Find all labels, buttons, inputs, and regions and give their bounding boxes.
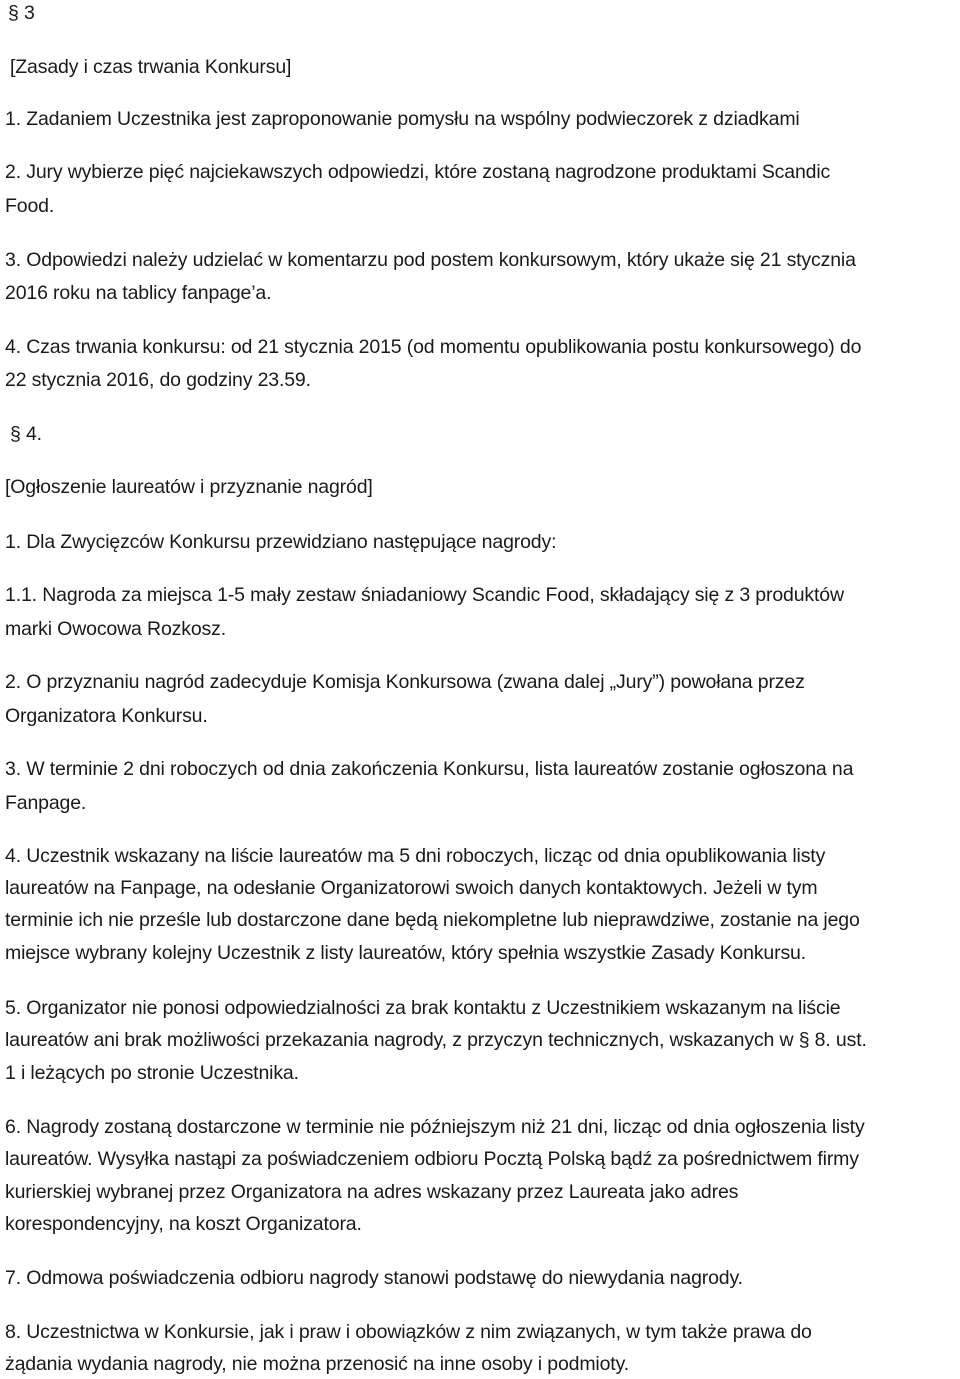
paragraph-line: 6. Nagrody zostaną dostarczone w terminie nie późniejszym niż 21 dni, licząc od dnia ogłoszenia listy [5, 1116, 865, 1138]
section-3-heading: [Zasady i czas trwania Konkursu] [10, 56, 292, 78]
paragraph-line: miejsce wybrany kolejny Uczestnik z listy laureatów, który spełnia wszystkie Zasady Konkursu. [5, 942, 807, 964]
paragraph-line: żądania wydania nagrody, nie można przenosić na inne osoby i podmioty. [5, 1353, 629, 1375]
paragraph-line: 22 stycznia 2016, do godziny 23.59. [5, 369, 311, 391]
paragraph-line: 3. Odpowiedzi należy udzielać w komentarzu pod postem konkursowym, który ukaże się 21 stycznia [5, 249, 856, 271]
paragraph-line: 7. Odmowa poświadczenia odbioru nagrody stanowi podstawę do niewydania nagrody. [5, 1267, 743, 1289]
paragraph-line: 8. Uczestnictwa w Konkursie, jak i praw i obowiązków z nim związanych, w tym także prawa do [5, 1321, 812, 1343]
paragraph-line: 1. Dla Zwycięzców Konkursu przewidziano następujące nagrody: [5, 531, 557, 553]
paragraph-line: Fanpage. [5, 792, 87, 814]
paragraph-line: terminie ich nie prześle lub dostarczone dane będą niekompletne lub nieprawdziwe, zostanie na jego [5, 909, 860, 931]
section-3-number: § 3 [8, 2, 35, 24]
paragraph-line: 2. O przyznaniu nagród zadecyduje Komisja Konkursowa (zwana dalej „Jury”) powołana przez [5, 671, 805, 693]
paragraph-line: 2. Jury wybierze pięć najciekawszych odpowiedzi, które zostaną nagrodzone produktami Scandic [5, 161, 831, 183]
section-4-number: § 4. [10, 423, 42, 445]
paragraph-line: Organizatora Konkursu. [5, 705, 208, 727]
paragraph-line: laureatów na Fanpage, na odesłanie Organizatorowi swoich danych kontaktowych. Jeżeli w tym [5, 877, 818, 899]
paragraph-line: Food. [5, 195, 55, 217]
paragraph-line: kurierskiej wybranej przez Organizatora na adres wskazany przez Laureata jako adres [5, 1181, 739, 1203]
paragraph-line: laureatów. Wysyłka nastąpi za poświadczeniem odbioru Pocztą Polską bądź za pośrednictwem firmy [5, 1148, 859, 1170]
paragraph-line: 4. Czas trwania konkursu: od 21 stycznia 2015 (od momentu opublikowania postu konkursowego) do [5, 336, 862, 358]
paragraph-line: korespondencyjny, na koszt Organizatora. [5, 1213, 362, 1235]
section-4-heading: [Ogłoszenie laureatów i przyznanie nagród] [5, 476, 373, 498]
paragraph-line: 2016 roku na tablicy fanpage’a. [5, 282, 272, 304]
paragraph-line: 1. Zadaniem Uczestnika jest zaproponowanie pomysłu na wspólny podwieczorek z dziadkami [5, 108, 800, 130]
paragraph-line: 5. Organizator nie ponosi odpowiedzialności za brak kontaktu z Uczestnikiem wskazanym na liście [5, 997, 841, 1019]
paragraph-line: laureatów ani brak możliwości przekazania nagrody, z przyczyn technicznych, wskazanych w § 8. ust. [5, 1029, 867, 1051]
paragraph-line: 3. W terminie 2 dni roboczych od dnia zakończenia Konkursu, lista laureatów zostanie ogłoszona na [5, 758, 854, 780]
paragraph-line: 4. Uczestnik wskazany na liście laureatów ma 5 dni roboczych, licząc od dnia opublikowania listy [5, 845, 826, 867]
paragraph-line: 1 i leżących po stronie Uczestnika. [5, 1062, 299, 1084]
paragraph-line: marki Owocowa Rozkosz. [5, 618, 227, 640]
paragraph-line: 1.1. Nagroda za miejsca 1-5 mały zestaw śniadaniowy Scandic Food, składający się z 3 produktów [5, 584, 844, 606]
